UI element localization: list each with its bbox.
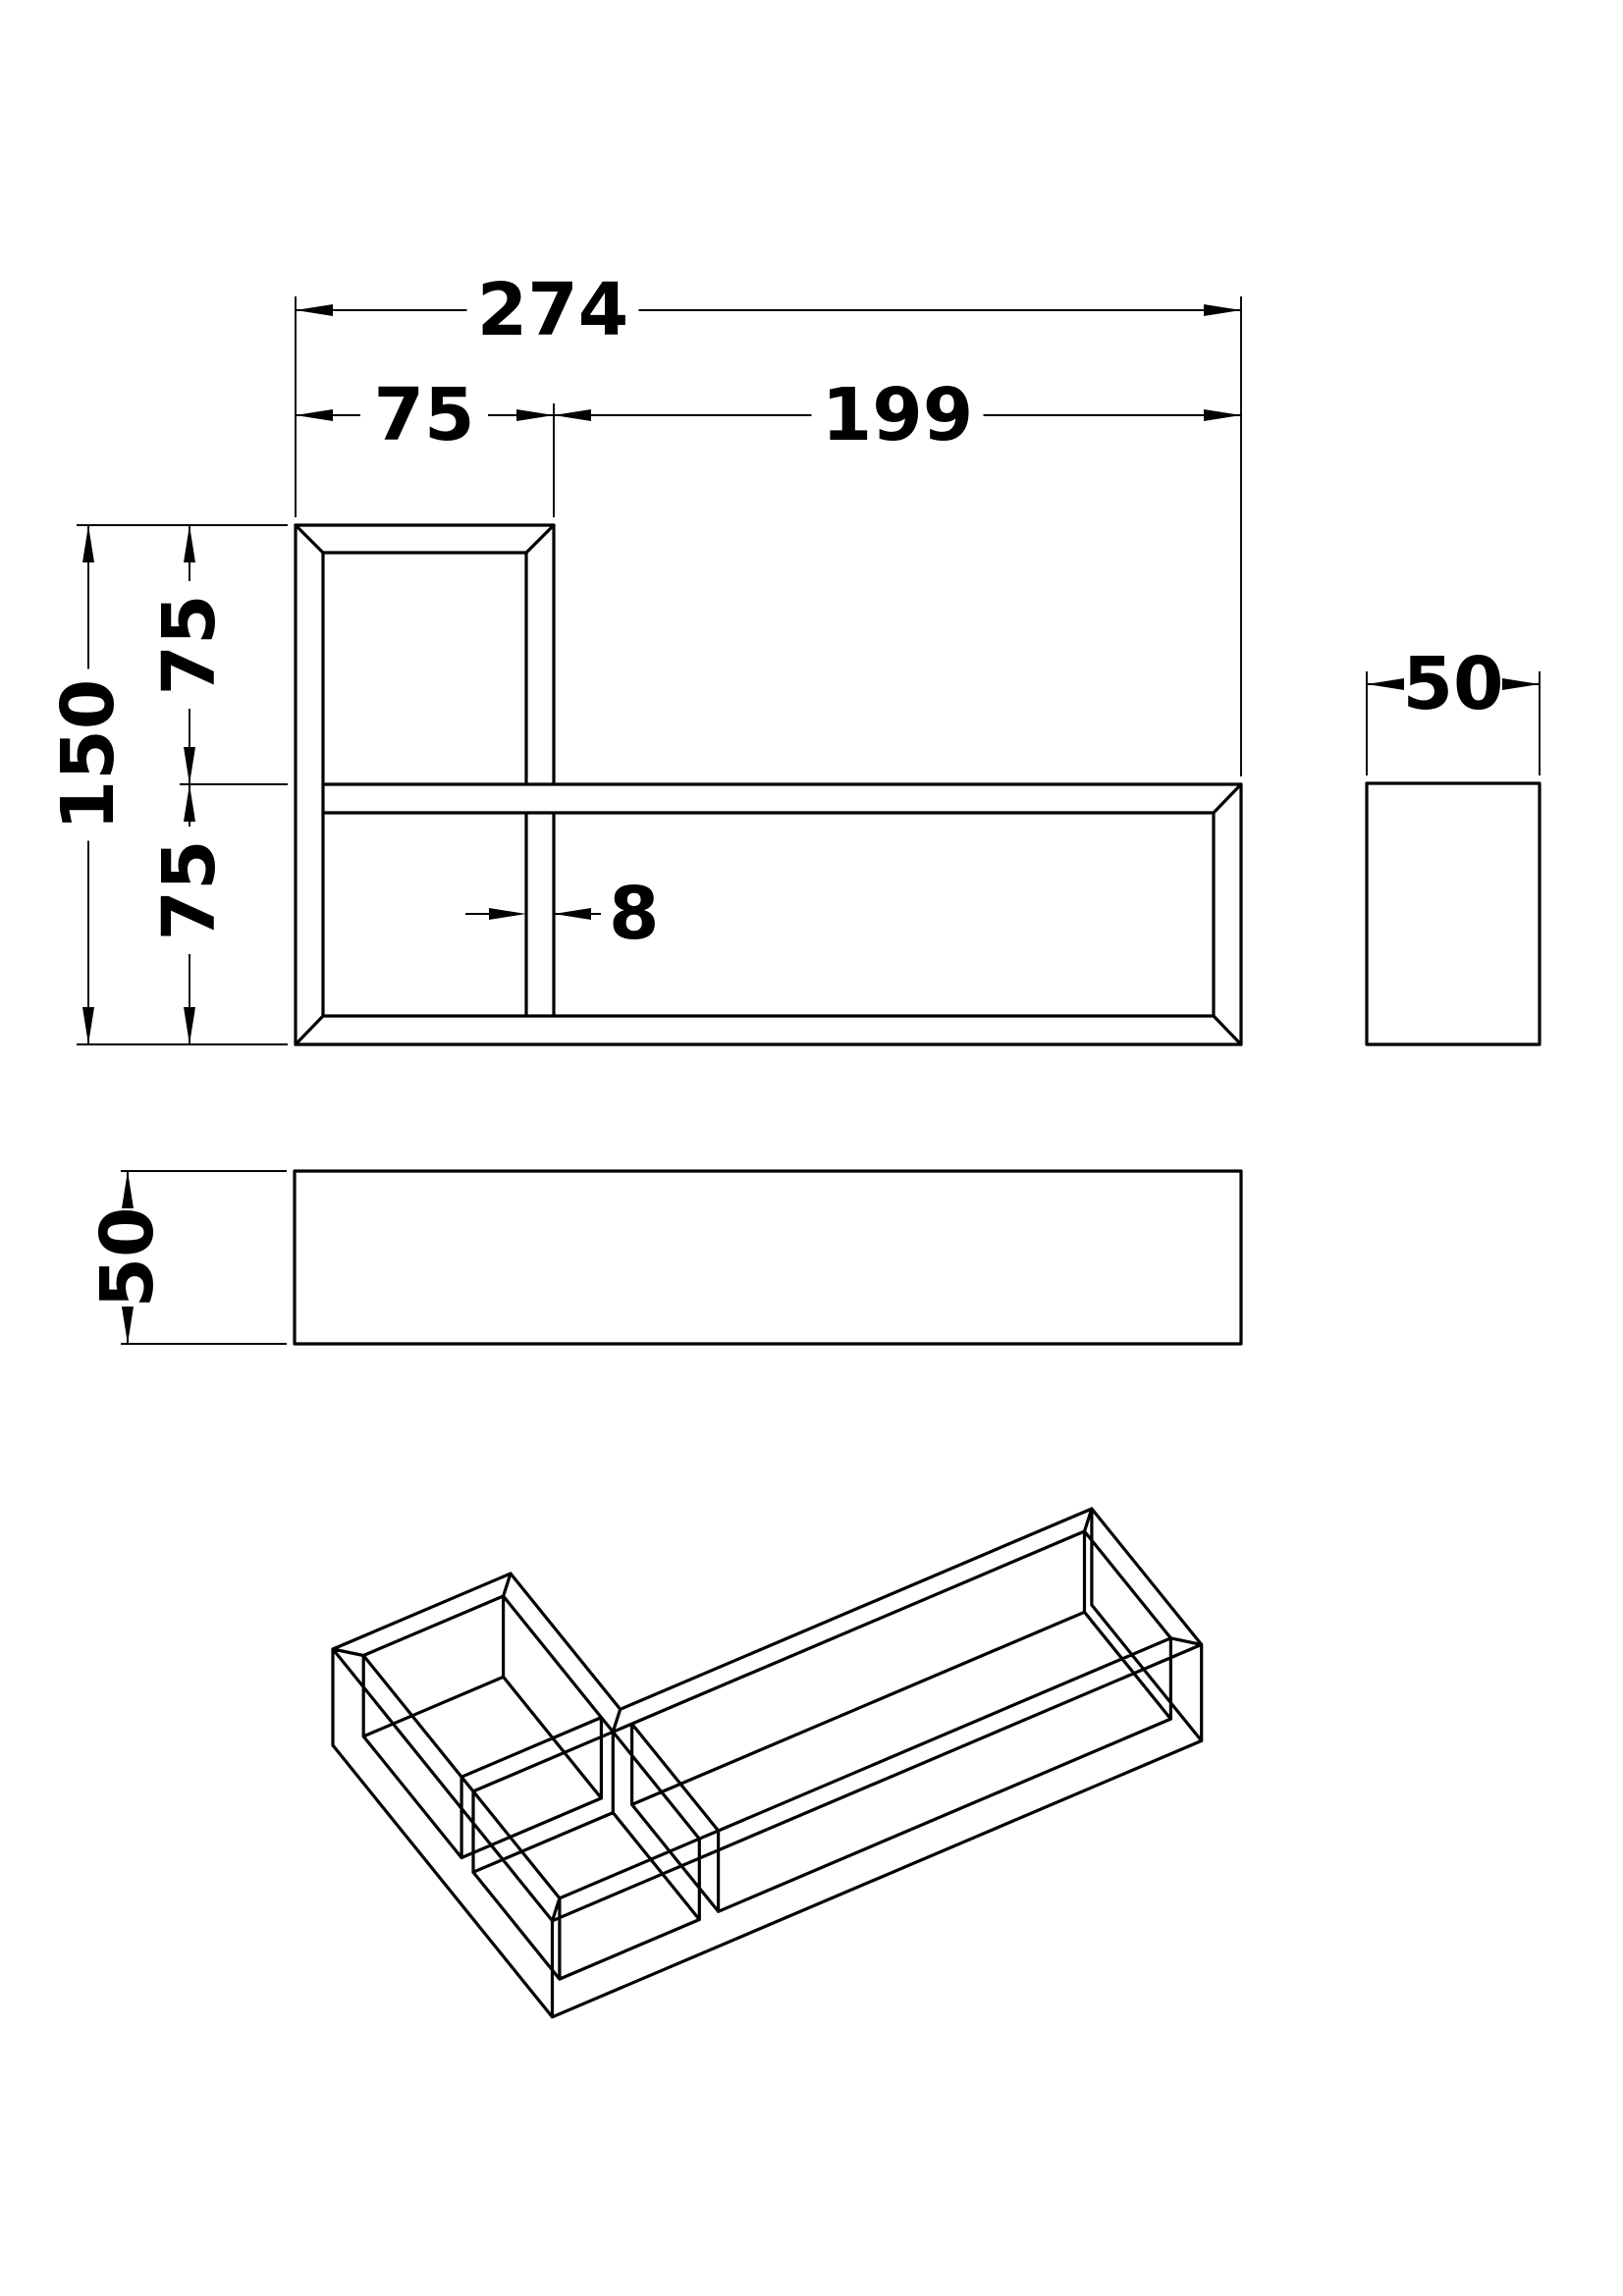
dim-side-depth bbox=[1367, 642, 1540, 775]
dim-label-divider-thickness: 8 bbox=[609, 872, 660, 956]
isometric-wireframe bbox=[333, 1509, 1202, 2017]
dimension-arrow bbox=[489, 908, 526, 920]
dim-front-right-width bbox=[554, 373, 1241, 457]
dim-divider-thickness bbox=[465, 872, 660, 956]
dim-label-front-lower-height: 75 bbox=[147, 839, 232, 941]
dim-label-plan-depth: 50 bbox=[85, 1206, 170, 1308]
dim-front-left-width bbox=[296, 373, 554, 517]
dim-front-upper-height bbox=[147, 525, 288, 784]
dim-label-front-total-height: 150 bbox=[46, 678, 131, 831]
dim-label-front-upper-height: 75 bbox=[147, 594, 232, 696]
plan-view-outline bbox=[295, 1171, 1241, 1344]
side-view-outline bbox=[1367, 783, 1540, 1044]
side-view bbox=[1367, 783, 1540, 1044]
dim-front-total-width bbox=[296, 268, 1241, 776]
dim-plan-depth bbox=[85, 1171, 287, 1344]
dim-label-side-depth: 50 bbox=[1402, 642, 1504, 726]
dim-label-front-total-width: 274 bbox=[476, 268, 629, 352]
dim-label-front-left-width: 75 bbox=[373, 373, 475, 457]
front-view bbox=[296, 525, 1241, 1044]
plan-view bbox=[295, 1171, 1241, 1344]
dimension-annotations bbox=[46, 268, 1540, 1344]
isometric-view bbox=[333, 1509, 1202, 2017]
dim-front-lower-height bbox=[147, 784, 232, 1044]
dim-label-front-right-width: 199 bbox=[821, 373, 974, 457]
dimension-line bbox=[296, 296, 1241, 776]
